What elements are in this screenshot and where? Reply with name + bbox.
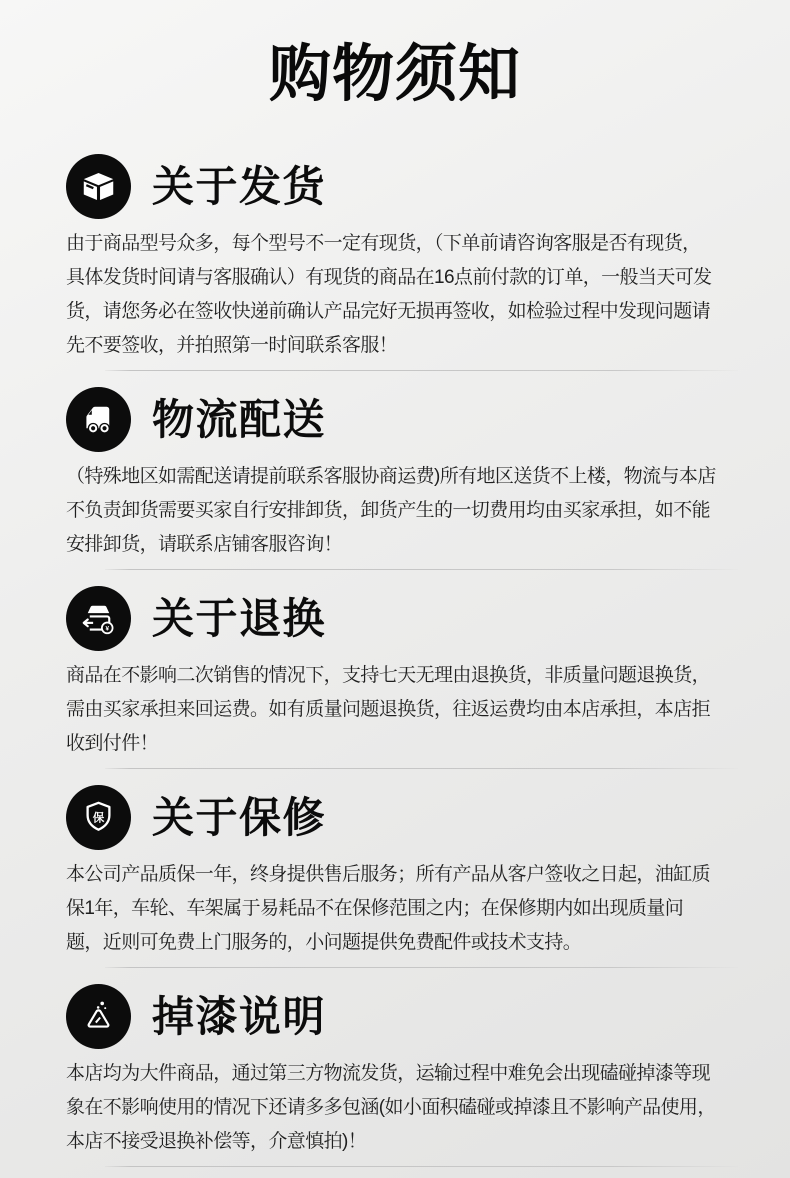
section-shipping-header: [66, 154, 718, 219]
paint-chip-icon: [66, 984, 131, 1049]
section-body: 本店均为大件商品，通过第三方物流发货，运输过程中难免会出现磕碰掉漆等现象在不影响使用的情况下还请多多包涵(如小面积磕碰或掉漆且不影响产品使用，本店不接受退换补偿等，介意慎拍)！: [66, 1063, 716, 1153]
section-shipping: [0, 154, 790, 363]
section-heading: 掉漆说明: [152, 992, 327, 1040]
section-warranty-header: [66, 785, 718, 850]
section-warranty: [0, 785, 790, 960]
return-goods-icon: [66, 586, 131, 651]
section-returns-header: [66, 586, 718, 651]
page-title: 购物须知: [268, 40, 521, 109]
svg-text:¥: ¥: [105, 626, 110, 634]
section-returns: [0, 586, 790, 761]
section-paint-chip-header: [66, 984, 718, 1049]
section-logistics-header: [66, 387, 718, 452]
section-heading: 物流配送: [152, 395, 327, 443]
section-divider: [105, 569, 738, 570]
section-heading: 关于退换: [152, 594, 327, 642]
section-divider: [105, 768, 738, 769]
section-body: （特殊地区如需配送请提前联系客服协商运费)所有地区送货不上楼，物流与本店不负责卸货需要买家自行安排卸货，卸货产生的一切费用均由买家承担，如不能安排卸货，请联系店铺客服咨询！: [66, 466, 716, 556]
section-paint-chip: [0, 984, 790, 1159]
section-body: 本公司产品质保一年，终身提供售后服务；所有产品从客户签收之日起，油缸质保1年，车轮、车架属于易耗品不在保修范围之内；在保修期内如出现质量问题，近则可免费上门服务的，小问题提供免费配件或技术支持。: [66, 864, 711, 954]
delivery-truck-icon: [66, 387, 131, 452]
package-box-icon: [66, 154, 131, 219]
section-divider: [105, 1166, 738, 1167]
section-divider: [105, 370, 738, 371]
svg-text:保: 保: [92, 812, 105, 825]
section-heading: 关于保修: [152, 793, 327, 841]
section-body: 商品在不影响二次销售的情况下，支持七天无理由退换货，非质量问题退换货，需由买家承担来回运费。如有质量问题退换货，往返运费均由本店承担，本店拒收到付件！: [66, 665, 711, 755]
section-body: 由于商品型号众多，每个型号不一定有现货，（下单前请咨询客服是否有现货，具体发货时间请与客服确认）有现货的商品在16点前付款的订单，一般当天可发货，请您务必在签收快递前确认产品完好无损再签收，如检验过程中发现问题请先不要签收，并拍照第一时间联系客服！: [66, 233, 712, 357]
section-heading: 关于发货: [152, 162, 327, 210]
section-divider: [105, 967, 738, 968]
section-logistics: [0, 387, 790, 562]
warranty-shield-icon: [66, 785, 131, 850]
